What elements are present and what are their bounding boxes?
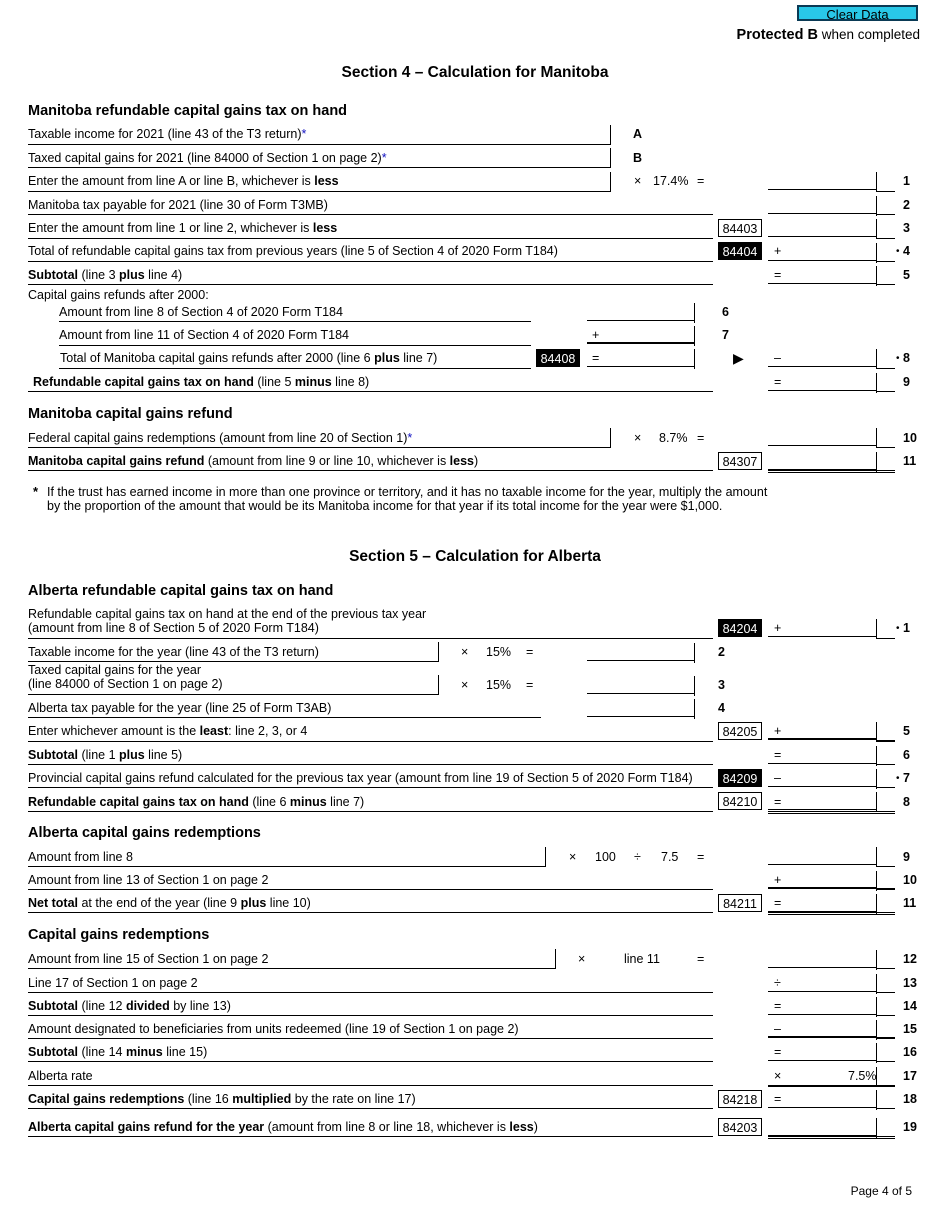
s4-row10-rate: 8.7%: [659, 431, 688, 445]
s5-row6-eq: =: [774, 748, 782, 762]
s5-row13-div: ÷: [774, 976, 781, 990]
s5-code-84204: 84204: [718, 619, 762, 637]
page-number: Page 4 of 5: [850, 1184, 912, 1198]
s5-line4-input[interactable]: [587, 699, 694, 717]
s4-row-a-label: Taxable income for 2021 (line 43 of the T3 return)*: [28, 127, 307, 141]
s5-line8-input[interactable]: [768, 792, 876, 810]
s4-row6-label: Amount from line 8 of Section 4 of 2020 Form T184: [59, 305, 343, 319]
s5-row10-plus: +: [774, 873, 782, 887]
s5-code-84203: 84203: [718, 1118, 762, 1136]
s5-row2-label: Taxable income for the year (line 43 of the T3 return): [28, 645, 319, 659]
s4-line3-input[interactable]: [768, 219, 876, 237]
s5-line13-input[interactable]: [768, 974, 876, 992]
s5-row4-label: Alberta tax payable for the year (line 25 of Form T3AB): [28, 701, 332, 715]
s5-line1-input[interactable]: [768, 619, 876, 637]
s5-line7-input[interactable]: [768, 769, 876, 787]
s5-row2-rate: 15%: [486, 645, 512, 659]
s4-line1-number: 1: [903, 174, 910, 188]
s4-line7-number: 7: [722, 328, 729, 342]
s4-line8-number: 8: [903, 351, 910, 365]
s5-line4-number: 4: [718, 701, 725, 715]
s5-subhead-tax-on-hand: Alberta refundable capital gains tax on hand: [28, 583, 334, 599]
s5-row1-label-b: (amount from line 8 of Section 5 of 2020 Form T184): [28, 621, 319, 635]
s4-row1-label: Enter the amount from line A or line B, whichever is less: [28, 174, 339, 188]
s5-row18-label: Capital gains redemptions (line 16 multiplied by the rate on line 17): [28, 1092, 416, 1106]
s4-row8-eq: =: [592, 351, 600, 365]
s4-line8-dot: •: [896, 353, 900, 364]
s5-subhead-capital-gains-redemptions: Capital gains redemptions: [28, 927, 210, 943]
s5-line8-number: 8: [903, 795, 910, 809]
s5-line2-input[interactable]: [587, 643, 694, 661]
s4-row4-label: Total of refundable capital gains tax from previous years (line 5 of Section 4 of 2020 Form T184): [28, 244, 558, 258]
s5-row7-minus: –: [774, 771, 781, 785]
s4-line6-number: 6: [722, 305, 729, 319]
s5-line12-number: 12: [903, 952, 917, 966]
s5-line7-dot: •: [896, 773, 900, 784]
s4-row2-label: Manitoba tax payable for 2021 (line 30 of Form T3MB): [28, 198, 328, 212]
s5-row3-eq: =: [526, 678, 534, 692]
s5-code-84205: 84205: [718, 722, 762, 740]
s5-row16-label: Subtotal (line 14 minus line 15): [28, 1045, 208, 1059]
s5-code-84210: 84210: [718, 792, 762, 810]
s5-line9-input[interactable]: [768, 847, 876, 865]
s5-line5-input[interactable]: [768, 722, 876, 740]
s4-line10-input[interactable]: [768, 428, 876, 446]
s5-row13-label: Line 17 of Section 1 on page 2: [28, 976, 198, 990]
s4-code-84408: 84408: [536, 349, 580, 367]
s5-row5-label: Enter whichever amount is the least: line 2, 3, or 4: [28, 724, 308, 738]
s4-line-a-number: A: [633, 127, 643, 141]
s5-row12-line11: line 11: [624, 952, 660, 966]
section5-title: Section 5 – Calculation for Alberta: [349, 548, 601, 565]
s4-row10-eq: =: [697, 431, 705, 445]
s4-row5-label: Subtotal (line 3 plus line 4): [28, 268, 183, 282]
s5-line1-dot: •: [896, 623, 900, 634]
s4-line4-dot: •: [896, 246, 900, 257]
s5-line16-number: 16: [903, 1045, 917, 1059]
s5-line16-input[interactable]: [768, 1043, 876, 1061]
section4-title: Section 4 – Calculation for Manitoba: [341, 64, 609, 81]
s4-line3-number: 3: [903, 221, 910, 235]
s5-row11-eq: =: [774, 896, 782, 910]
s5-row3-label-a: Taxed capital gains for the year: [28, 663, 202, 677]
protected-b-notice: [737, 27, 920, 43]
s5-subhead-redemptions: Alberta capital gains redemptions: [28, 825, 261, 841]
s4-row3-label: Enter the amount from line 1 or line 2, whichever is less: [28, 221, 338, 235]
s4-line2-number: 2: [903, 198, 910, 212]
s5-line14-number: 14: [903, 999, 917, 1013]
s4-code-84307: 84307: [718, 452, 762, 470]
s5-row17-label: Alberta rate: [28, 1069, 93, 1083]
s5-row1-plus: +: [774, 621, 782, 635]
s4-row8-label: Total of Manitoba capital gains refunds after 2000 (line 6 plus line 7): [60, 351, 438, 365]
s4-row7-label: Amount from line 11 of Section 4 of 2020 Form T184: [59, 328, 349, 342]
s5-line3-number: 3: [718, 678, 725, 692]
s4-line8-input[interactable]: [768, 349, 876, 367]
s5-line6-input[interactable]: [768, 746, 876, 764]
s5-line18-number: 18: [903, 1092, 917, 1106]
s4-line4-input[interactable]: [768, 243, 876, 261]
s4-line11-input[interactable]: [768, 452, 876, 470]
s5-line11-number: 11: [903, 896, 917, 910]
clear-data-button[interactable]: Clear Data: [797, 5, 918, 21]
s4-line5-number: 5: [903, 268, 910, 282]
s4-row10-label: Federal capital gains redemptions (amount from line 20 of Section 1)*: [28, 431, 413, 445]
s4-line9-input[interactable]: [768, 373, 876, 391]
s4-row1-rate: 17.4%: [653, 174, 689, 188]
s5-line19-number: 19: [903, 1120, 917, 1134]
s4-subhead-refund: Manitoba capital gains refund: [28, 406, 233, 422]
s5-line3-input[interactable]: [587, 676, 694, 694]
s5-row17-times: ×: [774, 1069, 782, 1083]
s4-line8-subtotal-input[interactable]: [587, 349, 694, 367]
s5-line12-input[interactable]: [768, 950, 876, 968]
s5-row9-100: 100: [595, 850, 616, 864]
s5-row15-minus: –: [774, 1022, 781, 1036]
s5-row7-label: Provincial capital gains refund calculated for the previous tax year (amount from line 19 of Section 5 of 2020 Form T184): [28, 771, 693, 785]
s5-line9-number: 9: [903, 850, 910, 864]
s4-code-84403: 84403: [718, 219, 762, 237]
s5-row9-times: ×: [569, 850, 577, 864]
s4-line-b-number: B: [633, 151, 643, 165]
s4-row8-minus: –: [774, 351, 781, 365]
footnote-line2: by the proportion of the amount that would be its Manitoba income for that year if its total income for the year were $1,000.: [47, 499, 723, 513]
protected-b-suffix: when completed: [817, 27, 920, 42]
s5-line18-input[interactable]: [768, 1090, 876, 1108]
s4-row5-eq: =: [774, 268, 782, 282]
s4-row9-eq: =: [774, 375, 782, 389]
s5-line2-number: 2: [718, 645, 725, 659]
s5-code-84211: 84211: [718, 894, 762, 912]
s5-line10-number: 10: [903, 873, 917, 887]
s5-row14-eq: =: [774, 999, 782, 1013]
s4-line2-input[interactable]: [768, 196, 876, 214]
s4-row-b-label: Taxed capital gains for 2021 (line 84000 of Section 1 on page 2)*: [28, 151, 387, 165]
s5-row2-times: ×: [461, 645, 469, 659]
s5-code-84218: 84218: [718, 1090, 762, 1108]
s5-row2-eq: =: [526, 645, 534, 659]
s5-row3-label-b: (line 84000 of Section 1 on page 2): [28, 677, 223, 691]
s5-row15-label: Amount designated to beneficiaries from units redeemed (line 19 of Section 1 on page 2): [28, 1022, 519, 1036]
s5-row9-eq: =: [697, 850, 705, 864]
s4-row1-eq: =: [697, 174, 705, 188]
s5-row5-plus: +: [774, 724, 782, 738]
protected-b-label: Protected B: [736, 27, 818, 43]
s5-row12-times: ×: [578, 952, 586, 966]
s4-line5-input[interactable]: [768, 266, 876, 284]
s5-line5-number: 5: [903, 724, 910, 738]
s5-row3-times: ×: [461, 678, 469, 692]
s5-row19-label: Alberta capital gains refund for the year (amount from line 8 or line 18, whichever is less): [28, 1120, 538, 1134]
s5-code-84209: 84209: [718, 769, 762, 787]
s4-subhead-tax-on-hand: Manitoba refundable capital gains tax on hand: [28, 103, 348, 119]
footnote-line1: If the trust has earned income in more than one province or territory, and it has no taxable income for the year, multiply the amount: [47, 485, 768, 499]
s4-row9-label: Refundable capital gains tax on hand (line 5 minus line 8): [33, 375, 370, 389]
s5-row6-label: Subtotal (line 1 plus line 5): [28, 748, 183, 762]
s5-line15-input[interactable]: [768, 1020, 876, 1038]
s5-line15-number: 15: [903, 1022, 917, 1036]
s5-row3-rate: 15%: [486, 678, 512, 692]
footnote-asterisk: *: [33, 484, 39, 499]
s5-line6-number: 6: [903, 748, 910, 762]
s4-row10-times: ×: [634, 431, 642, 445]
s5-row12-eq: =: [697, 952, 705, 966]
s4-line7-input[interactable]: [587, 326, 694, 344]
s5-row18-eq: =: [774, 1092, 782, 1106]
s4-line4-number: 4: [903, 244, 910, 258]
s5-line19-input[interactable]: [768, 1118, 876, 1136]
s5-row1-label-a: Refundable capital gains tax on hand at the end of the previous tax year: [28, 607, 427, 621]
s4-refunds-heading: Capital gains refunds after 2000:: [28, 288, 209, 302]
s4-line10-number: 10: [903, 431, 917, 445]
s5-row10-label: Amount from line 13 of Section 1 on page 2: [28, 873, 269, 887]
s5-row9-rate: 7.5: [661, 850, 679, 864]
s5-row14-label: Subtotal (line 12 divided by line 13): [28, 999, 231, 1013]
s5-line17-number: 17: [903, 1069, 917, 1083]
s4-line6-input[interactable]: [587, 303, 694, 321]
s5-row8-eq: =: [774, 795, 782, 809]
s5-row12-label: Amount from line 15 of Section 1 on page 2: [28, 952, 269, 966]
s5-line11-input[interactable]: [768, 894, 876, 912]
s5-row9-div: ÷: [634, 850, 641, 864]
s4-row8-arrow-icon: ▶: [733, 350, 744, 366]
s4-line11-number: 11: [903, 454, 917, 468]
s5-row11-label: Net total at the end of the year (line 9 plus line 10): [28, 896, 311, 910]
s5-line1-number: 1: [903, 621, 910, 635]
s5-row16-eq: =: [774, 1045, 782, 1059]
s5-row8-label: Refundable capital gains tax on hand (line 6 minus line 7): [28, 795, 365, 809]
s5-line7-number: 7: [903, 771, 910, 785]
s5-line10-input[interactable]: [768, 871, 876, 889]
s4-line1-input[interactable]: [768, 172, 876, 190]
s4-row4-plus: +: [774, 244, 782, 258]
s4-line9-number: 9: [903, 375, 910, 389]
s5-row17-rate: 7.5%: [848, 1069, 877, 1083]
s4-code-84404: 84404: [718, 242, 762, 260]
s5-line13-number: 13: [903, 976, 917, 990]
s5-line14-input[interactable]: [768, 997, 876, 1015]
s4-row1-times: ×: [634, 174, 642, 188]
s5-row9-label: Amount from line 8: [28, 850, 133, 864]
s4-row11-label: Manitoba capital gains refund (amount from line 9 or line 10, whichever is less): [28, 454, 479, 468]
s4-row7-plus: +: [592, 328, 600, 342]
